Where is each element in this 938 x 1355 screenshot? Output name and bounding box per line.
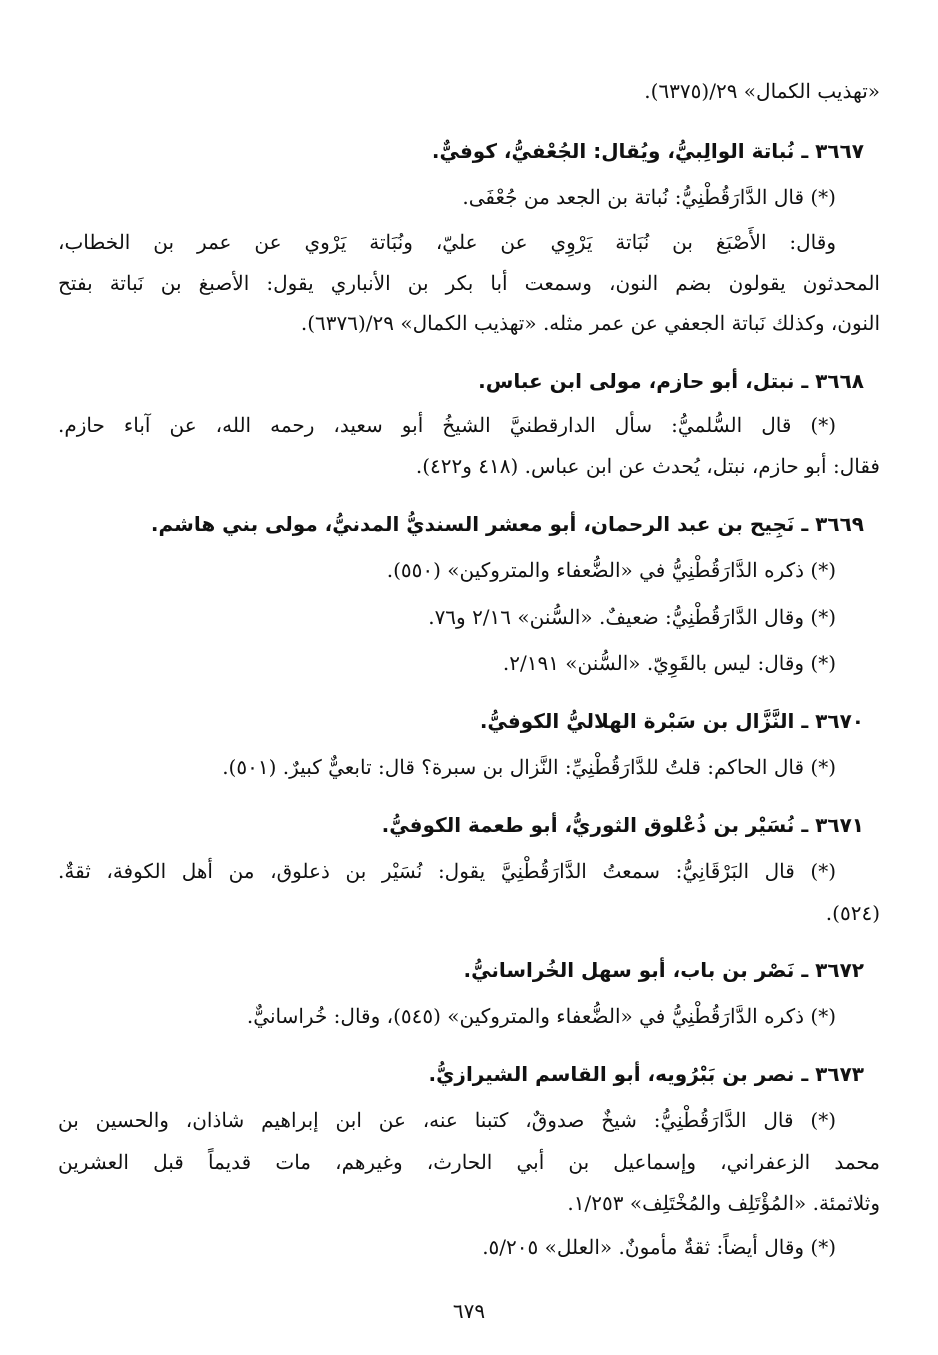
entry-heading: ٣٦٧٣ ـ نصر بن بَبْرُويه، أبو القاسم الشيرازيُّ. bbox=[428, 1062, 864, 1086]
text-line: «تهذيب الكمال» ٢٩/(٦٣٧٥). bbox=[644, 79, 880, 103]
text-line: (*) ذكره الدَّارَقُطْنِيُّ في «الضُّعفاء والمتروكين» (٥٤٥)، وقال: خُراسانيٌّ. bbox=[246, 1004, 836, 1028]
text-line: المحدثون يقولون بضم النون، وسمعت أبا بكر بن الأنباري يقول: الأصبغ بن نَباتة بفتح bbox=[58, 271, 880, 295]
entry-heading: ٣٦٦٧ ـ نُباتة الوالِبيُّ، ويُقال: الجُعْفيُّ، كوفيٌّ. bbox=[431, 139, 864, 163]
text-line: (*) قال الدَّارَقُطْنِيُّ: شيخٌ صدوقٌ، كتبنا عنه، عن ابن إبراهيم شاذان، والحسين بن bbox=[58, 1108, 836, 1132]
text-line: وثلاثمئة. «المُؤْتَلِف والمُخْتَلِف» ١/٢٥٣. bbox=[567, 1191, 880, 1215]
text-line: وقال: الأَصْبَغ بن نُبَاتة يَرْوِي عن عليّ، ونُبَاتة يَرْوي عن عمر بن الخطاب، bbox=[58, 230, 836, 254]
page-number: ٦٧٩ bbox=[452, 1299, 486, 1323]
text-line: (*) وقال: ليس بالقَوِيّ. «السُّنن» ٢/١٩١. bbox=[502, 651, 836, 675]
text-line: (*) قال الحاكم: قلتُ للدَّارَقُطْنِيِّ: النَّزال بن سبرة؟ قال: تابعيٌّ كبيرٌ. (٥٠١). bbox=[222, 755, 836, 779]
text-line: محمد الزعفراني، وإسماعيل بن أبي الحارث، وغيرهم، مات قديماً قبل العشرين bbox=[58, 1150, 880, 1174]
entry-heading: ٣٦٧٠ ـ النَّزَّال بن سَبْرة الهلاليُّ الكوفيُّ. bbox=[479, 709, 864, 733]
text-line: (*) وقال أيضاً: ثقةٌ مأمونٌ. «العلل» ٥/٢٠٥. bbox=[482, 1235, 836, 1259]
entry-heading: ٣٦٧٢ ـ نَصْر بن باب، أبو سهل الخُراسانيُّ. bbox=[463, 958, 864, 982]
text-line: (*) قال البَرْقَانِيُّ: سمعتُ الدَّارَقُطْنِيَّ يقول: نُسَيْر بن ذعلوق، من أهل الكوفة، ثقةٌ. bbox=[58, 859, 836, 883]
text-line: (٥٢٤). bbox=[825, 901, 880, 925]
text-line: (*) ذكره الدَّارَقُطْنِيُّ في «الضُّعفاء والمتروكين» (٥٥٠). bbox=[386, 558, 836, 582]
text-line: النون، وكذلك نَباتة الجعفي عن عمر مثله. «تهذيب الكمال» ٢٩/(٦٣٧٦). bbox=[300, 311, 880, 335]
entry-heading: ٣٦٧١ ـ نُسَيْر بن ذُعْلوق الثوريُّ، أبو طعمة الكوفيُّ. bbox=[381, 813, 864, 837]
text-line: (*) قال الدَّارَقُطْنِيُّ: نُباتة بن الجعد من جُعْفَى. bbox=[462, 185, 836, 209]
entry-heading: ٣٦٦٨ ـ نبتل، أبو حازم، مولى ابن عباس. bbox=[478, 369, 864, 393]
entry-heading: ٣٦٦٩ ـ نَجِيح بن عبد الرحمان، أبو معشر السنديُّ المدنيُّ، مولى بني هاشم. bbox=[150, 512, 864, 536]
text-line: (*) قال السُّلميُّ: سأل الدارقطنيَّ الشيخُ أبو سعيد، رحمه الله، عن آباء حازم. bbox=[58, 413, 836, 437]
text-line: (*) وقال الدَّارَقُطْنِيُّ: ضعيفٌ. «السُّنن» ٢/١٦ و٧٦. bbox=[428, 605, 836, 629]
text-line: فقال: أبو حازم، نبتل، يُحدث عن ابن عباس. (٤١٨ و٤٢٢). bbox=[415, 454, 880, 478]
